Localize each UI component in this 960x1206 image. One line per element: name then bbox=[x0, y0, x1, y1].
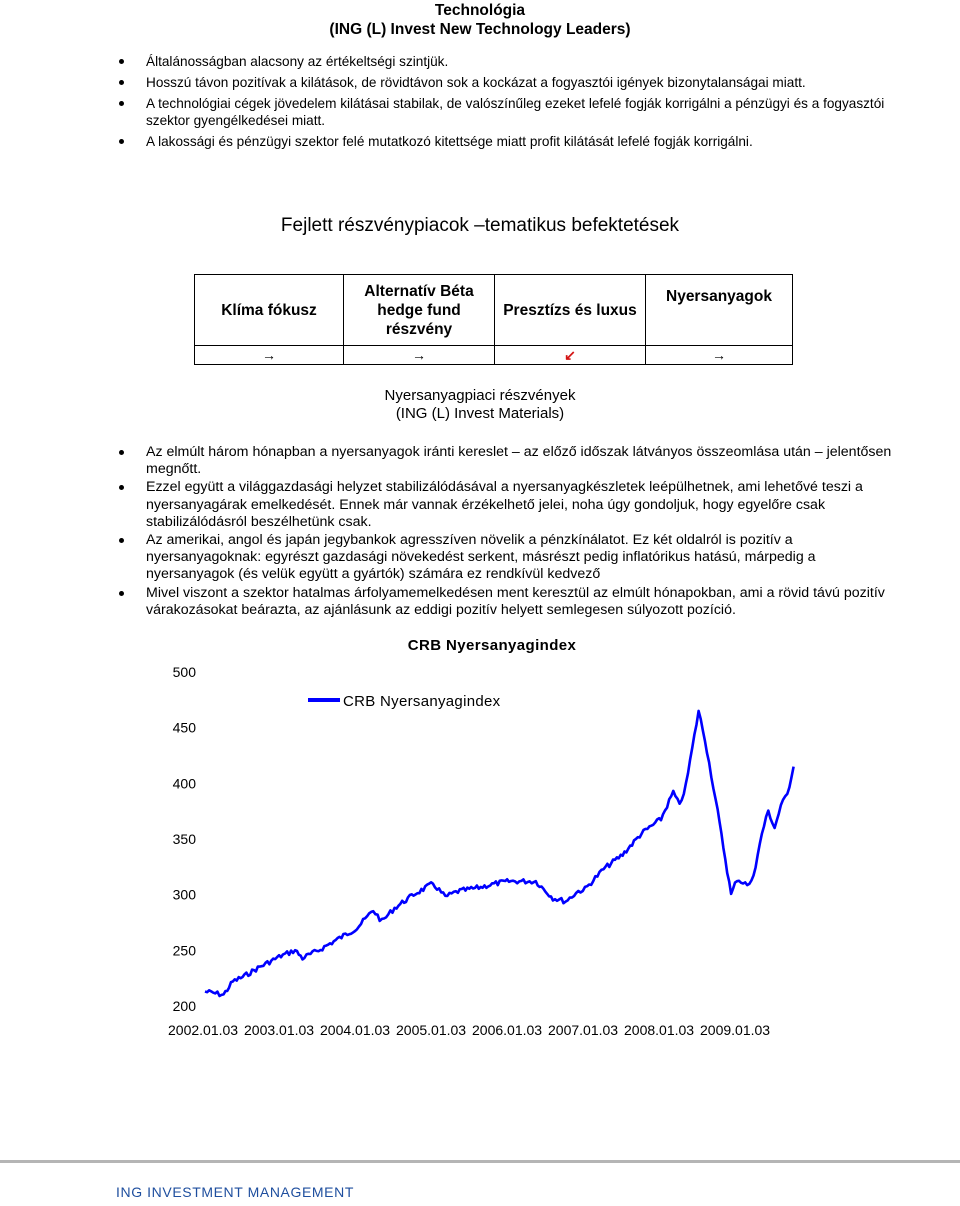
x-tick-label: 2002.01.03 bbox=[168, 1022, 239, 1038]
x-axis-ticks bbox=[168, 1022, 770, 1038]
theme-arrow-commodities bbox=[646, 346, 793, 365]
theme-cell-climate: Klíma fókusz bbox=[195, 275, 344, 346]
x-tick-label: 2007.01.03 bbox=[548, 1022, 619, 1038]
y-axis-ticks bbox=[173, 664, 197, 1014]
page-subtitle: (ING (L) Invest New Technology Leaders) bbox=[329, 21, 631, 38]
x-tick-label: 2005.01.03 bbox=[396, 1022, 467, 1038]
technology-bullet-list bbox=[0, 53, 960, 154]
series-line bbox=[205, 711, 794, 996]
y-tick-label: 300 bbox=[172, 886, 196, 903]
thematic-title: Fejlett részvénypiacok –tematikus befektetések bbox=[280, 215, 680, 236]
theme-arrow-alt-beta bbox=[344, 346, 495, 365]
page-title: Technológia bbox=[434, 2, 526, 19]
arrow-right-icon: → bbox=[712, 347, 726, 363]
materials-subtitle: (ING (L) Invest Materials) bbox=[395, 405, 565, 422]
y-tick-label: 450 bbox=[172, 719, 196, 736]
list-item: Mivel viszont a szektor hatalmas árfolyamemelkedésen ment keresztül az elmúlt hónapokban, ami a rövid távú pozitív várakozásokat beárazta, az ajánlásunk az eddigi pozitív helyett semlegesen súlyozott pozíció. bbox=[146, 585, 900, 619]
y-tick-label: 400 bbox=[172, 775, 196, 792]
y-tick-label: 200 bbox=[172, 998, 196, 1014]
y-tick-label: 250 bbox=[172, 942, 196, 959]
x-tick-label: 2006.01.03 bbox=[472, 1022, 543, 1038]
list-item: Ezzel együtt a világgazdasági helyzet stabilizálódásával a nyersanyagkészletek leépülhetnek, ami lehetővé teszi a nyersanyagárak emelkedését. Ennek már vannak érzékelhető jelei, noha úgy gondoljuk, hogy egyelőre csak stabilizálódásról beszélhetünk csak. bbox=[146, 479, 900, 531]
list-item: Általánosságban alacsony az értékeltségi szintjük. bbox=[146, 53, 898, 70]
x-tick-label: 2009.01.03 bbox=[700, 1022, 771, 1038]
theme-cell-commodities: Nyersanyagok bbox=[646, 275, 793, 346]
list-item: Az amerikai, angol és japán jegybankok agresszíven növelik a pénzkínálatot. Ez két oldalról is pozitív a nyersanyagoknak: egyrészt gazdasági növekedést serkent, másrészt pedig inflatórikus hatású, márpedig a nyersanyagok (és velük együtt a gyártók) számára ez rendkívül kedvező bbox=[146, 532, 900, 584]
chart-legend bbox=[308, 693, 501, 710]
crb-chart bbox=[150, 630, 840, 1050]
materials-bullet-list bbox=[0, 444, 960, 620]
list-item: A lakossági és pénzügyi szektor felé mutatkozó kitettsége miatt profit kilátását lefelé fogják korrigálni. bbox=[146, 133, 898, 150]
theme-cell-luxury: Presztízs és luxus bbox=[495, 275, 646, 346]
chart-title: CRB Nyersanyagindex bbox=[407, 637, 577, 654]
y-tick-label: 350 bbox=[172, 831, 196, 847]
materials-title: Nyersanyagpiaci részvények bbox=[384, 387, 576, 404]
arrow-right-icon: → bbox=[412, 347, 426, 363]
footer-divider bbox=[0, 1160, 960, 1163]
x-tick-label: 2003.01.03 bbox=[244, 1022, 315, 1038]
list-item: A technológiai cégek jövedelem kilátásai stabilak, de valószínűleg ezeket lefelé fogják korrigálni a pénzügyi és a fogyasztói szektor gyengélkedései miatt. bbox=[146, 95, 898, 129]
legend-label: CRB Nyersanyagindex bbox=[343, 693, 501, 710]
footer-company-name: ING INVESTMENT MANAGEMENT bbox=[116, 1184, 354, 1200]
series-layer bbox=[205, 711, 794, 996]
thematic-table bbox=[194, 274, 793, 365]
x-tick-label: 2008.01.03 bbox=[624, 1022, 695, 1038]
theme-arrow-climate bbox=[195, 346, 344, 365]
list-item: Hosszú távon pozitívak a kilátások, de rövidtávon sok a kockázat a fogyasztói igények bizonytalanságai miatt. bbox=[146, 74, 898, 91]
arrow-right-icon: → bbox=[262, 347, 276, 363]
theme-cell-alt-beta: Alternatív Béta hedge fund részvény bbox=[344, 275, 495, 346]
y-tick-label: 500 bbox=[172, 664, 196, 680]
x-tick-label: 2004.01.03 bbox=[320, 1022, 391, 1038]
arrow-down-left-icon: ↙ bbox=[564, 347, 576, 363]
list-item: Az elmúlt három hónapban a nyersanyagok iránti kereslet – az előző időszak látványos összeomlása után – jelentősen megnőtt. bbox=[146, 444, 900, 478]
theme-arrow-luxury bbox=[495, 346, 646, 365]
